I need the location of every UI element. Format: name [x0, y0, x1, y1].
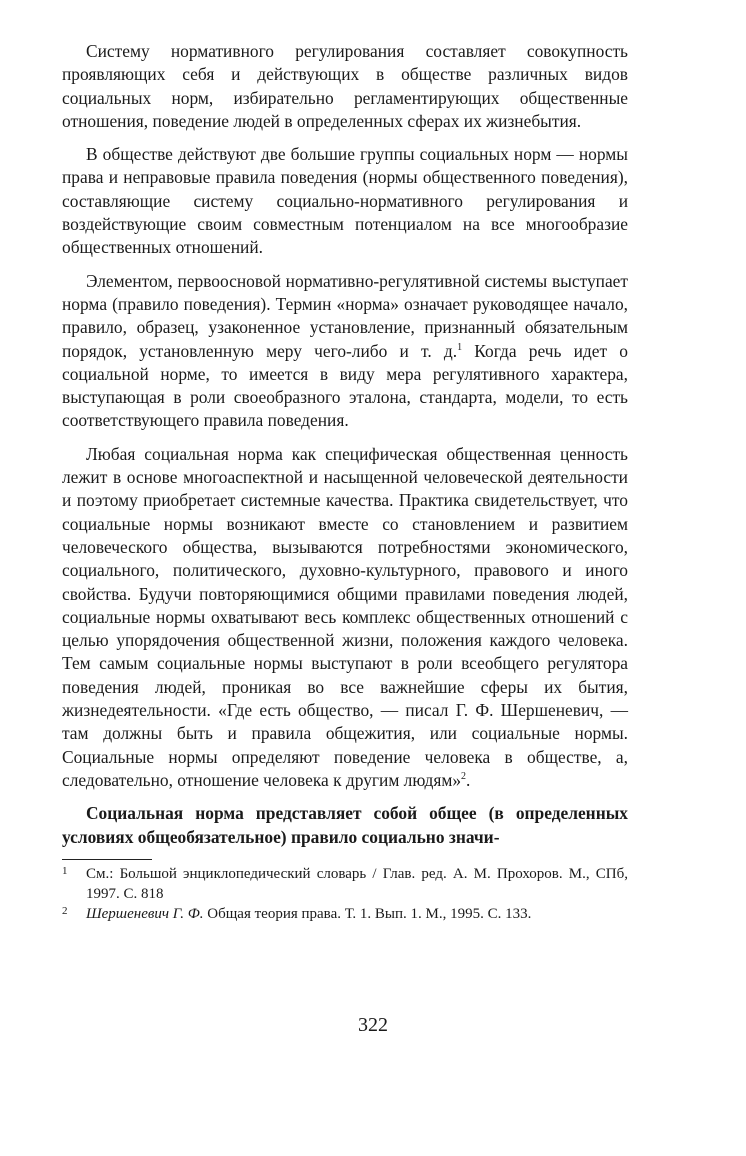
paragraph-3 [62, 270, 628, 433]
paragraph-4-tail: . [466, 769, 471, 790]
footnote-2 [62, 904, 628, 924]
footnote-ref-2: 2 [461, 771, 467, 783]
footnote-ref-1: 1 [457, 341, 463, 353]
paragraph-3-tail: Когда речь идет о социальной норме, то имеется в виду мера регулятивного характера, выступающая в роли своеобразного эталона, стандарта, модели, то есть соответствующего правила поведения. [62, 340, 628, 431]
footnote-1-text: См.: Большой энциклопедический словарь / Глав. ред. А. М. Прохоров. М., СПб, 1997. С. 818 [86, 865, 628, 902]
footnote-1 [62, 864, 628, 904]
paragraph-3-text: Элементом, первоосновой нормативно-регулятивной системы выступает норма (правило поведения). Термин «норма» означает руководящее начало, правило, образец, узаконенное установление, признанный обязательным порядок, установленную меру чего-либо и т. д. [62, 270, 628, 361]
footnote-2-text: Общая теория права. Т. 1. Вып. 1. М., 1995. С. 133. [203, 905, 532, 922]
book-page [62, 40, 628, 924]
footnote-2-mark: 2 [62, 904, 68, 917]
footnote-2-author: Шершеневич Г. Ф. [86, 905, 204, 922]
paragraph-2: В обществе действуют две большие группы социальных норм — нормы права и неправовые правила поведения (нормы общественного поведения), составляющие систему социально-нормативного регулирования и воздействующие своим совместным потенциалом на все многообразие общественных отношений. [62, 144, 628, 258]
paragraph-1: Систему нормативного регулирования составляет совокупность проявляющих себя и действующих в обществе различных видов социальных норм, избирательно регламентирующих общественные отношения, поведение людей в определенных сферах их жизнебытия. [62, 41, 628, 131]
paragraph-4 [62, 443, 628, 792]
paragraph-5-definition: Социальная норма представляет собой общее (в определенных условиях общеобязательное) правило социально значи- [62, 803, 628, 847]
footnote-1-mark: 1 [62, 864, 68, 877]
footnote-divider [62, 859, 152, 860]
paragraph-4-text: Любая социальная норма как специфическая общественная ценность лежит в основе многоаспектной и насыщенной человеческой деятельности и поэтому приобретает системные качества. Практика свидетельствует, что социальные нормы возникают вместе со становлением и развитием человеческого общества, вызываются потребностями экономического, социального, политического, духовно-культурного, правового и иного свойства. Будучи повторяющимися общими правилами поведения людей, социальные нормы охватывают весь комплекс общественных отношений с целью упорядочения общественной жизни, положения каждого человека. Тем самым социальные нормы выступают в роли всеобщего регулятора поведения людей, проникая во все важнейшие сферы их бытия, жизнедеятельности. «Где есть общество, — писал Г. Ф. Шершеневич, — там должны быть и правила общежития, или социальные нормы. Социальные нормы определяют поведение человека в обществе, а, следовательно, отношение человека к другим людям» [62, 443, 628, 790]
page-number: 322 [358, 1014, 388, 1036]
